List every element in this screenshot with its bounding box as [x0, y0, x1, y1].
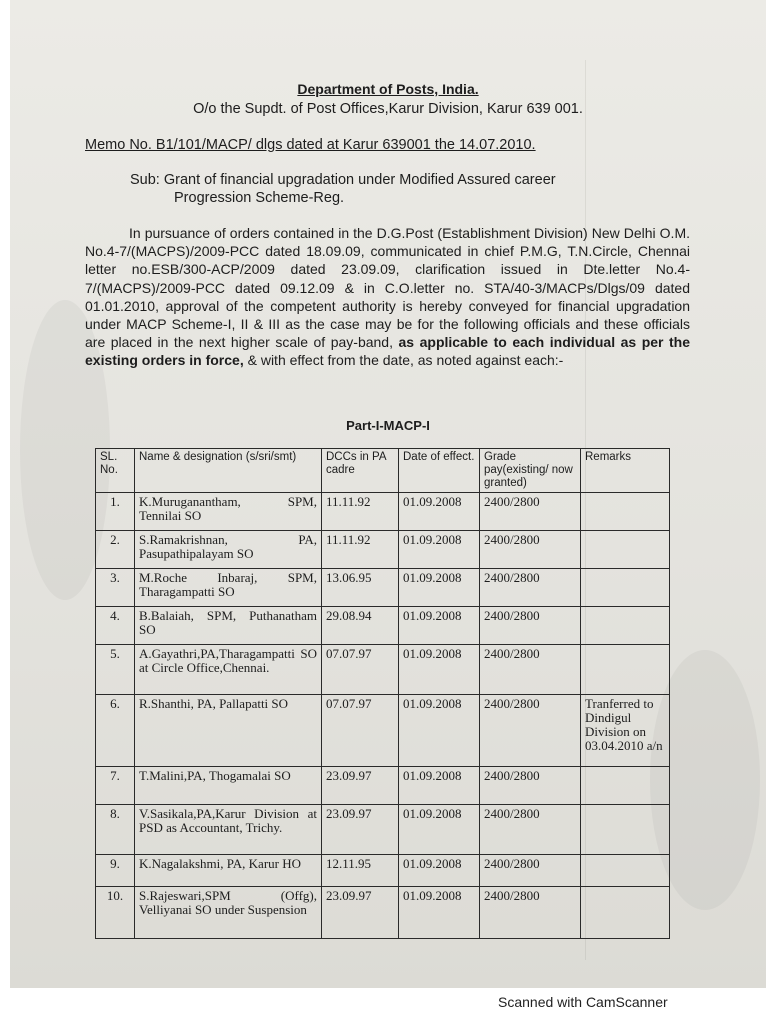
- row-sl: 5.: [96, 645, 135, 695]
- row-name: T.Malini,PA, Thogamalai SO: [135, 767, 322, 805]
- row-name: S.Ramakrishnan, PA, Pasupathipalayam SO: [135, 531, 322, 569]
- row-grade: 2400/2800: [480, 695, 581, 767]
- row-date: 01.09.2008: [399, 645, 480, 695]
- row-name: M.Roche Inbaraj, SPM, Tharagampatti SO: [135, 569, 322, 607]
- row-sl: 8.: [96, 805, 135, 855]
- row-dcc: 23.09.97: [322, 887, 399, 939]
- row-remarks: [581, 531, 670, 569]
- row-sl: 1.: [96, 493, 135, 531]
- row-date: 01.09.2008: [399, 695, 480, 767]
- row-date: 01.09.2008: [399, 767, 480, 805]
- table-row: [96, 645, 670, 695]
- row-name: R.Shanthi, PA, Pallapatti SO: [135, 695, 322, 767]
- row-sl: 2.: [96, 531, 135, 569]
- row-date: 01.09.2008: [399, 855, 480, 887]
- table-row: [96, 887, 670, 939]
- row-date: 01.09.2008: [399, 887, 480, 939]
- row-date: 01.09.2008: [399, 531, 480, 569]
- row-date: 01.09.2008: [399, 493, 480, 531]
- scanned-page: [10, 0, 766, 988]
- row-name: S.Rajeswari,SPM (Offg), Velliyanai SO under Suspension: [135, 887, 322, 939]
- macp-table: [95, 448, 670, 939]
- row-name: A.Gayathri,PA,Tharagampatti SO at Circle Office,Chennai.: [135, 645, 322, 695]
- row-sl: 4.: [96, 607, 135, 645]
- table-row: [96, 607, 670, 645]
- row-name: V.Sasikala,PA,Karur Division at PSD as Accountant, Trichy.: [135, 805, 322, 855]
- row-remarks: [581, 493, 670, 531]
- row-sl: 7.: [96, 767, 135, 805]
- row-remarks: [581, 767, 670, 805]
- col-grade: Grade pay(existing/ now granted): [480, 449, 581, 493]
- body-tail-text: & with effect from the date, as noted against each:-: [243, 352, 564, 369]
- body-bold-text: as applicable to each individual as per the existing orders in force,: [85, 334, 690, 369]
- row-dcc: 11.11.92: [322, 531, 399, 569]
- row-name: K.Nagalakshmi, PA, Karur HO: [135, 855, 322, 887]
- row-remarks: [581, 569, 670, 607]
- col-name: Name & designation (s/sri/smt): [135, 449, 322, 493]
- row-grade: 2400/2800: [480, 569, 581, 607]
- row-remarks: Tranferred to Dindigul Division on 03.04.2010 a/n: [581, 695, 670, 767]
- row-grade: 2400/2800: [480, 493, 581, 531]
- row-dcc: 11.11.92: [322, 493, 399, 531]
- body-paragraph: [85, 224, 690, 370]
- row-grade: 2400/2800: [480, 607, 581, 645]
- row-date: 01.09.2008: [399, 805, 480, 855]
- row-remarks: [581, 805, 670, 855]
- row-sl: 6.: [96, 695, 135, 767]
- row-name: B.Balaiah, SPM, Puthanatham SO: [135, 607, 322, 645]
- col-dcc: DCCs in PA cadre: [322, 449, 399, 493]
- col-date: Date of effect.: [399, 449, 480, 493]
- row-grade: 2400/2800: [480, 531, 581, 569]
- row-remarks: [581, 855, 670, 887]
- row-grade: 2400/2800: [480, 645, 581, 695]
- memo-line: Memo No. B1/101/MACP/ dlgs dated at Karur 639001 the 14.07.2010.: [85, 137, 536, 153]
- row-sl: 9.: [96, 855, 135, 887]
- row-name: K.Muruganantham, SPM, Tennilai SO: [135, 493, 322, 531]
- table-row: [96, 805, 670, 855]
- row-dcc: 12.11.95: [322, 855, 399, 887]
- row-grade: 2400/2800: [480, 805, 581, 855]
- row-dcc: 07.07.97: [322, 695, 399, 767]
- scanner-watermark: Scanned with CamScanner: [498, 994, 668, 1010]
- row-remarks: [581, 645, 670, 695]
- row-date: 01.09.2008: [399, 607, 480, 645]
- table-row: [96, 695, 670, 767]
- office-address: O/o the Supdt. of Post Offices,Karur Division, Karur 639 001.: [193, 101, 583, 117]
- table-row: [96, 767, 670, 805]
- subject-line-1: Sub: Grant of financial upgradation under Modified Assured career: [130, 172, 556, 188]
- table-row: [96, 569, 670, 607]
- col-remarks: Remarks: [581, 449, 670, 493]
- row-grade: 2400/2800: [480, 887, 581, 939]
- row-dcc: 29.08.94: [322, 607, 399, 645]
- row-grade: 2400/2800: [480, 767, 581, 805]
- department-title: Department of Posts, India.: [297, 81, 479, 97]
- part-title: Part-I-MACP-I: [346, 418, 430, 433]
- row-date: 01.09.2008: [399, 569, 480, 607]
- subject-line-2: Progression Scheme-Reg.: [174, 190, 345, 206]
- table-row: [96, 493, 670, 531]
- row-dcc: 23.09.97: [322, 767, 399, 805]
- row-dcc: 23.09.97: [322, 805, 399, 855]
- subject-block: [130, 171, 690, 207]
- row-sl: 3.: [96, 569, 135, 607]
- row-remarks: [581, 887, 670, 939]
- col-sl: SL. No.: [96, 449, 135, 493]
- table-row: [96, 531, 670, 569]
- table-header-row: [96, 449, 670, 493]
- table-body: [96, 493, 670, 939]
- row-dcc: 07.07.97: [322, 645, 399, 695]
- row-remarks: [581, 607, 670, 645]
- table-row: [96, 855, 670, 887]
- body-text: In pursuance of orders contained in the D.G.Post (Establishment Division) New Delhi O.M. No.4-7/(MACPS)/2009-PCC dated 18.09.09, communicated in chief P.M.G, T.N.Circle, Chennai letter no.ESB/300-ACP/2009 dated 23.09.09, clarification issued in Dte.letter No.4-7/(MACPS)/2009-PCC dated 09.12.09 & in C.O.letter no. STA/40-3/MACPs/Dlgs/09 dated 01.01.2010, approval of the competent authority is hereby conveyed for financial upgradation under MACP Scheme-I, II & III as the case may be for the following officials and these officials are placed in the next higher scale of pay-band,: [85, 225, 690, 351]
- row-dcc: 13.06.95: [322, 569, 399, 607]
- row-sl: 10.: [96, 887, 135, 939]
- row-grade: 2400/2800: [480, 855, 581, 887]
